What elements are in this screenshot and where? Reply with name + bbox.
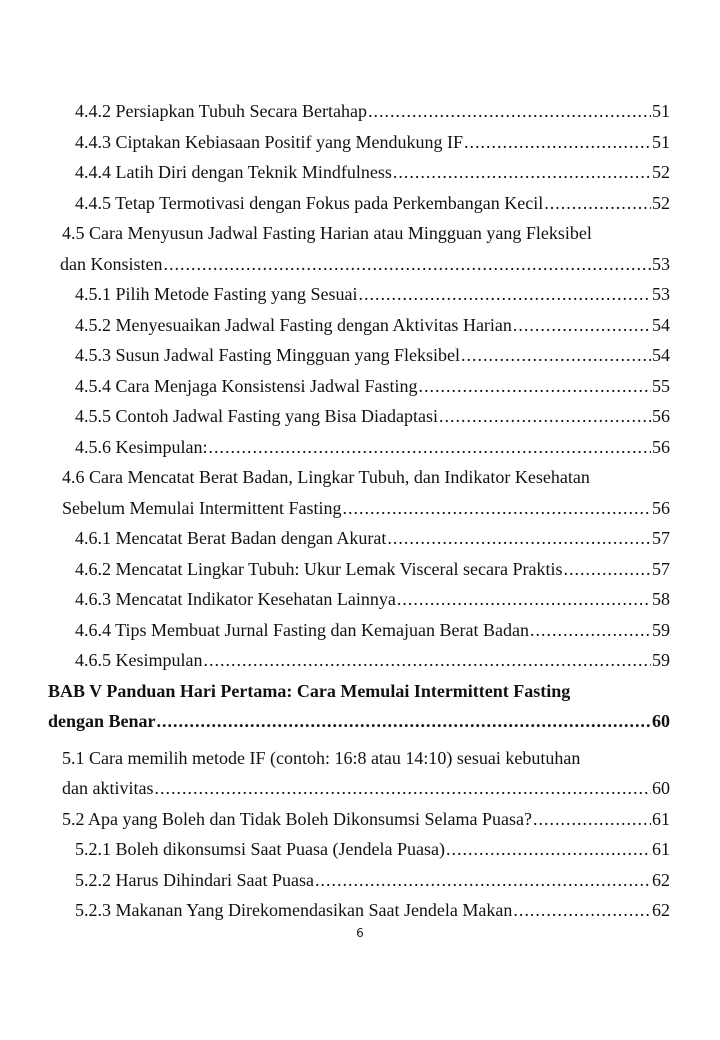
- toc-leader-dots: [533, 804, 651, 835]
- toc-entry-page: 56: [652, 436, 670, 457]
- toc-entry-page: 61: [652, 839, 670, 859]
- toc-leader-dots: [157, 706, 651, 737]
- toc-entry[interactable]: [0, 96, 720, 127]
- toc-leader-dots: [397, 584, 651, 615]
- toc-entry-title: 4.6.2 Mencatat Lingkar Tubuh: Ukur Lemak Visceral secara Praktis: [75, 558, 563, 579]
- toc-entry-page: 60: [652, 711, 670, 731]
- toc-entry-title-line2: dan Konsisten: [60, 253, 163, 274]
- toc-entry[interactable]: [0, 834, 720, 865]
- toc-entry-title: 5.2 Apa yang Boleh dan Tidak Boleh Dikonsumsi Selama Puasa?: [62, 808, 532, 829]
- toc-entry-title: 4.4.5 Tetap Termotivasi dengan Fokus pada Perkembangan Kecil: [75, 192, 544, 213]
- toc-leader-dots: [563, 554, 651, 585]
- toc-entry[interactable]: [0, 127, 720, 158]
- toc-entry[interactable]: [0, 584, 720, 615]
- toc-leader-dots: [464, 127, 651, 158]
- toc-entry-page: 55: [652, 375, 670, 396]
- toc-entry-title: 4.6.3 Mencatat Indikator Kesehatan Lainnya: [75, 589, 396, 609]
- toc-entry-title: 5.2.1 Boleh dikonsumsi Saat Puasa (Jendela Puasa): [75, 839, 445, 859]
- toc-leader-dots: [439, 401, 651, 432]
- toc-leader-dots: [530, 615, 651, 646]
- toc-entry-page: 54: [652, 314, 670, 335]
- toc-entry-page: 61: [652, 808, 670, 829]
- toc-entry-title-line1: 5.1 Cara memilih metode IF (contoh: 16:8 atau 14:10) sesuai kebutuhan: [62, 747, 581, 768]
- toc-entry[interactable]: [0, 615, 720, 646]
- toc-entry[interactable]: [0, 895, 720, 926]
- toc-leader-dots: [513, 310, 651, 341]
- toc-entry-title: 4.5.1 Pilih Metode Fasting yang Sesuai: [75, 284, 358, 304]
- toc-leader-dots: [393, 157, 651, 188]
- toc-entry-page: 54: [652, 345, 670, 365]
- toc-entry-title-line1: 4.6 Cara Mencatat Berat Badan, Lingkar Tubuh, dan Indikator Kesehatan: [62, 467, 590, 487]
- toc-entry-title: 4.4.2 Persiapkan Tubuh Secara Bertahap: [75, 101, 367, 121]
- toc-entry[interactable]: [0, 865, 720, 896]
- toc-entry[interactable]: [0, 371, 720, 402]
- toc-entry[interactable]: [0, 310, 720, 341]
- toc-entry-page: 56: [652, 406, 670, 426]
- toc-leader-dots: [544, 188, 651, 219]
- toc-leader-dots: [513, 895, 651, 926]
- toc-entry[interactable]: [0, 554, 720, 585]
- toc-entry-page: 52: [652, 162, 670, 182]
- toc-leader-dots: [204, 645, 652, 676]
- toc-entry-page: 58: [652, 589, 670, 609]
- toc-entry-title: 4.5.6 Kesimpulan:: [75, 436, 208, 457]
- toc-entry-title: 4.6.4 Tips Membuat Jurnal Fasting dan Kemajuan Berat Badan: [75, 619, 529, 640]
- toc-entry-page: 56: [652, 497, 670, 518]
- toc-entry[interactable]: [0, 279, 720, 310]
- toc-entry-section[interactable]: [0, 462, 720, 523]
- toc-leader-dots: [359, 279, 652, 310]
- toc-entry-page: 52: [652, 192, 670, 213]
- toc-leader-dots: [164, 249, 652, 280]
- toc-entry-title: 4.6.1 Mencatat Berat Badan dengan Akurat: [75, 528, 387, 548]
- toc-entry-chapter[interactable]: [0, 676, 720, 737]
- toc-entry-page: 51: [652, 101, 670, 121]
- toc-entry-section[interactable]: [0, 218, 720, 279]
- toc-entry-title-line2: Sebelum Memulai Intermittent Fasting: [62, 497, 342, 518]
- toc-leader-dots: [387, 523, 651, 554]
- toc-entry[interactable]: [0, 340, 720, 371]
- toc-entry[interactable]: [0, 432, 720, 463]
- toc-entry-section[interactable]: [0, 804, 720, 835]
- toc-entry[interactable]: [0, 157, 720, 188]
- toc-leader-dots: [315, 865, 651, 896]
- toc-entry-title: 4.5.4 Cara Menjaga Konsistensi Jadwal Fasting: [75, 375, 418, 396]
- toc-entry[interactable]: [0, 645, 720, 676]
- toc-leader-dots: [461, 340, 651, 371]
- toc-entry-page: 60: [652, 778, 670, 798]
- toc-entry-page: 59: [652, 650, 670, 670]
- toc-entry[interactable]: [0, 188, 720, 219]
- toc-entry-title: 4.4.4 Latih Diri dengan Teknik Mindfulness: [75, 162, 392, 182]
- toc-leader-dots: [209, 432, 652, 463]
- toc-entry-title: 4.6.5 Kesimpulan: [75, 650, 203, 670]
- toc-entry-page: 51: [652, 131, 670, 152]
- toc-entry-section[interactable]: [0, 743, 720, 804]
- toc-entry-page: 57: [652, 558, 670, 579]
- toc-entry-title-line2: dan aktivitas: [62, 778, 154, 798]
- toc-entry-page: 53: [652, 253, 670, 274]
- toc-entry-page: 57: [652, 528, 670, 548]
- table-of-contents: [0, 96, 720, 926]
- toc-entry-title-line1: 4.5 Cara Menyusun Jadwal Fasting Harian atau Mingguan yang Fleksibel: [62, 223, 592, 243]
- toc-entry-page: 59: [652, 619, 670, 640]
- toc-entry-page: 62: [652, 869, 670, 890]
- toc-entry[interactable]: [0, 401, 720, 432]
- toc-leader-dots: [154, 773, 651, 804]
- toc-leader-dots: [342, 493, 651, 524]
- toc-entry-title: 4.5.2 Menyesuaikan Jadwal Fasting dengan Aktivitas Harian: [75, 314, 512, 335]
- toc-leader-dots: [418, 371, 651, 402]
- toc-entry-page: 62: [652, 900, 670, 920]
- toc-entry-page: 53: [652, 284, 670, 304]
- toc-entry-title: 4.4.3 Ciptakan Kebiasaan Positif yang Mendukung IF: [75, 131, 463, 152]
- toc-entry-title-line1: BAB V Panduan Hari Pertama: Cara Memulai Intermittent Fasting: [48, 680, 571, 701]
- toc-entry-title: 5.2.2 Harus Dihindari Saat Puasa: [75, 869, 314, 890]
- toc-entry-title-line2: dengan Benar: [48, 711, 156, 731]
- toc-leader-dots: [446, 834, 651, 865]
- page-number: 6: [356, 926, 364, 940]
- toc-entry-title: 4.5.3 Susun Jadwal Fasting Mingguan yang Fleksibel: [75, 345, 460, 365]
- toc-entry-title: 4.5.5 Contoh Jadwal Fasting yang Bisa Diadaptasi: [75, 406, 438, 426]
- toc-leader-dots: [368, 96, 651, 127]
- toc-entry-title: 5.2.3 Makanan Yang Direkomendasikan Saat Jendela Makan: [75, 900, 513, 920]
- toc-entry[interactable]: [0, 523, 720, 554]
